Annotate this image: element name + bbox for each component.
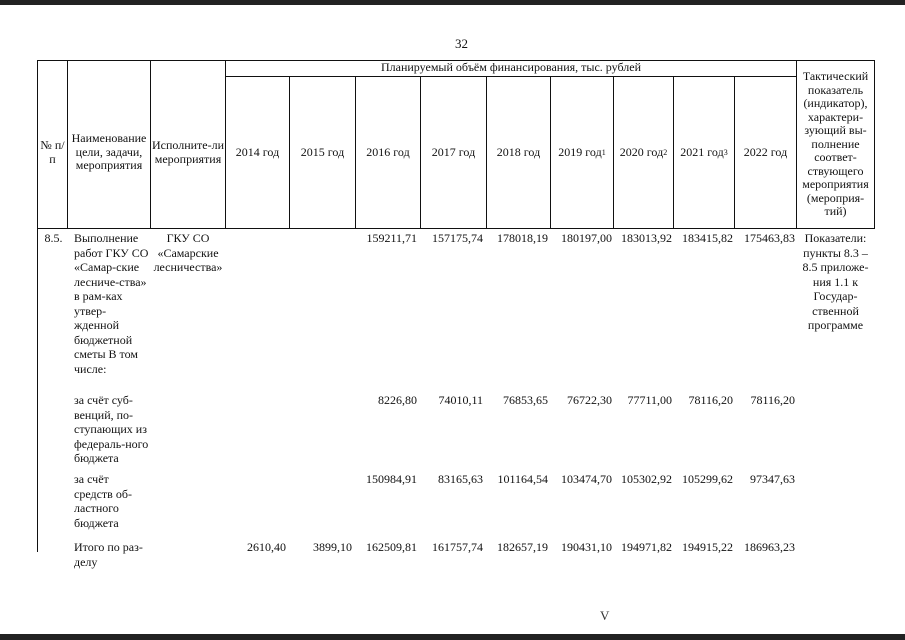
- cell-value: 74010,11: [438, 393, 483, 407]
- header-year-2015: 2015 год: [300, 144, 345, 159]
- cell-value: 190431,10: [561, 540, 612, 554]
- cell-value: 83165,63: [438, 472, 483, 486]
- header-year-2019: 2019 год 1: [558, 144, 606, 159]
- cell-value: 178018,19: [497, 231, 548, 245]
- cell-value: 186963,23: [744, 540, 795, 554]
- row-indicator: Показатели: пункты 8.3 – 8.5 приложе-ния 1.1 к Государ-ственной программе: [802, 231, 869, 332]
- cell-value: 161757,74: [432, 540, 483, 554]
- cell-value: 105299,62: [682, 472, 733, 486]
- header-year-2021: 2021 год 3: [680, 144, 728, 159]
- cell-value: 101164,54: [497, 472, 548, 486]
- cell-value: 77711,00: [627, 393, 672, 407]
- row-number: 8.5.: [44, 231, 63, 245]
- header-year-2018: 2018 год: [496, 144, 541, 159]
- row-name: Итого по раз-делу: [74, 540, 143, 569]
- header-financing-title: Планируемый объём финансирования, тыс. рублей: [380, 60, 641, 75]
- cell-value: 97347,63: [750, 472, 795, 486]
- cell-value: 194915,22: [682, 540, 733, 554]
- cell-value: 180197,00: [561, 231, 612, 245]
- header-year-2020: 2020 год 2: [619, 144, 668, 159]
- header-executor: Исполните-ли мероприятия: [151, 138, 225, 166]
- row-name: за счёт средств об-ластного бюджета: [74, 472, 132, 530]
- handwritten-mark: V: [600, 608, 610, 623]
- header-indicator: Тактический показатель (индикатор), характери-зующий вы-полнение соответ-ствующего мероприятия (мероприя-тий): [802, 69, 869, 219]
- row-name: Выполнение работ ГКУ СО «Самар-ские лесниче-ства» в рам-ках утвер-жденной бюджетной сметы В том числе:: [74, 231, 149, 376]
- cell-value: 76722,30: [567, 393, 612, 407]
- cell-value: 162509,81: [366, 540, 417, 554]
- header-number: № п/п: [40, 138, 65, 166]
- header-year-2016: 2016 год: [366, 144, 410, 159]
- cell-value: 150984,91: [366, 472, 417, 486]
- cell-value: 159211,71: [366, 231, 417, 245]
- page-number: 32: [455, 36, 468, 51]
- header-year-2014: 2014 год: [235, 144, 280, 159]
- cell-value: 175463,83: [744, 231, 795, 245]
- cell-value: 3899,10: [313, 540, 352, 554]
- header-bottom-rule: [37, 228, 875, 229]
- header-name: Наименование цели, задачи, мероприятия: [71, 131, 147, 173]
- cell-value: 78116,20: [688, 393, 733, 407]
- row-executor: ГКУ СО «Самарские лесничества»: [153, 231, 223, 274]
- row-name: за счёт суб-венций, по-ступающих из федераль-ного бюджета: [74, 393, 149, 465]
- header-year-2017: 2017 год: [431, 144, 476, 159]
- cell-value: 8226,80: [378, 393, 417, 407]
- header-year-2022: 2022 год: [743, 144, 788, 159]
- cell-value: 105302,92: [621, 472, 672, 486]
- cell-value: 76853,65: [503, 393, 548, 407]
- cell-value: 194971,82: [621, 540, 672, 554]
- cell-value: 182657,19: [497, 540, 548, 554]
- cell-value: 78116,20: [750, 393, 795, 407]
- cell-value: 2610,40: [247, 540, 286, 554]
- col-rule: [874, 60, 875, 229]
- cell-value: 103474,70: [561, 472, 612, 486]
- cell-value: 183013,92: [621, 231, 672, 245]
- cell-value: 157175,74: [432, 231, 483, 245]
- cell-value: 183415,82: [682, 231, 733, 245]
